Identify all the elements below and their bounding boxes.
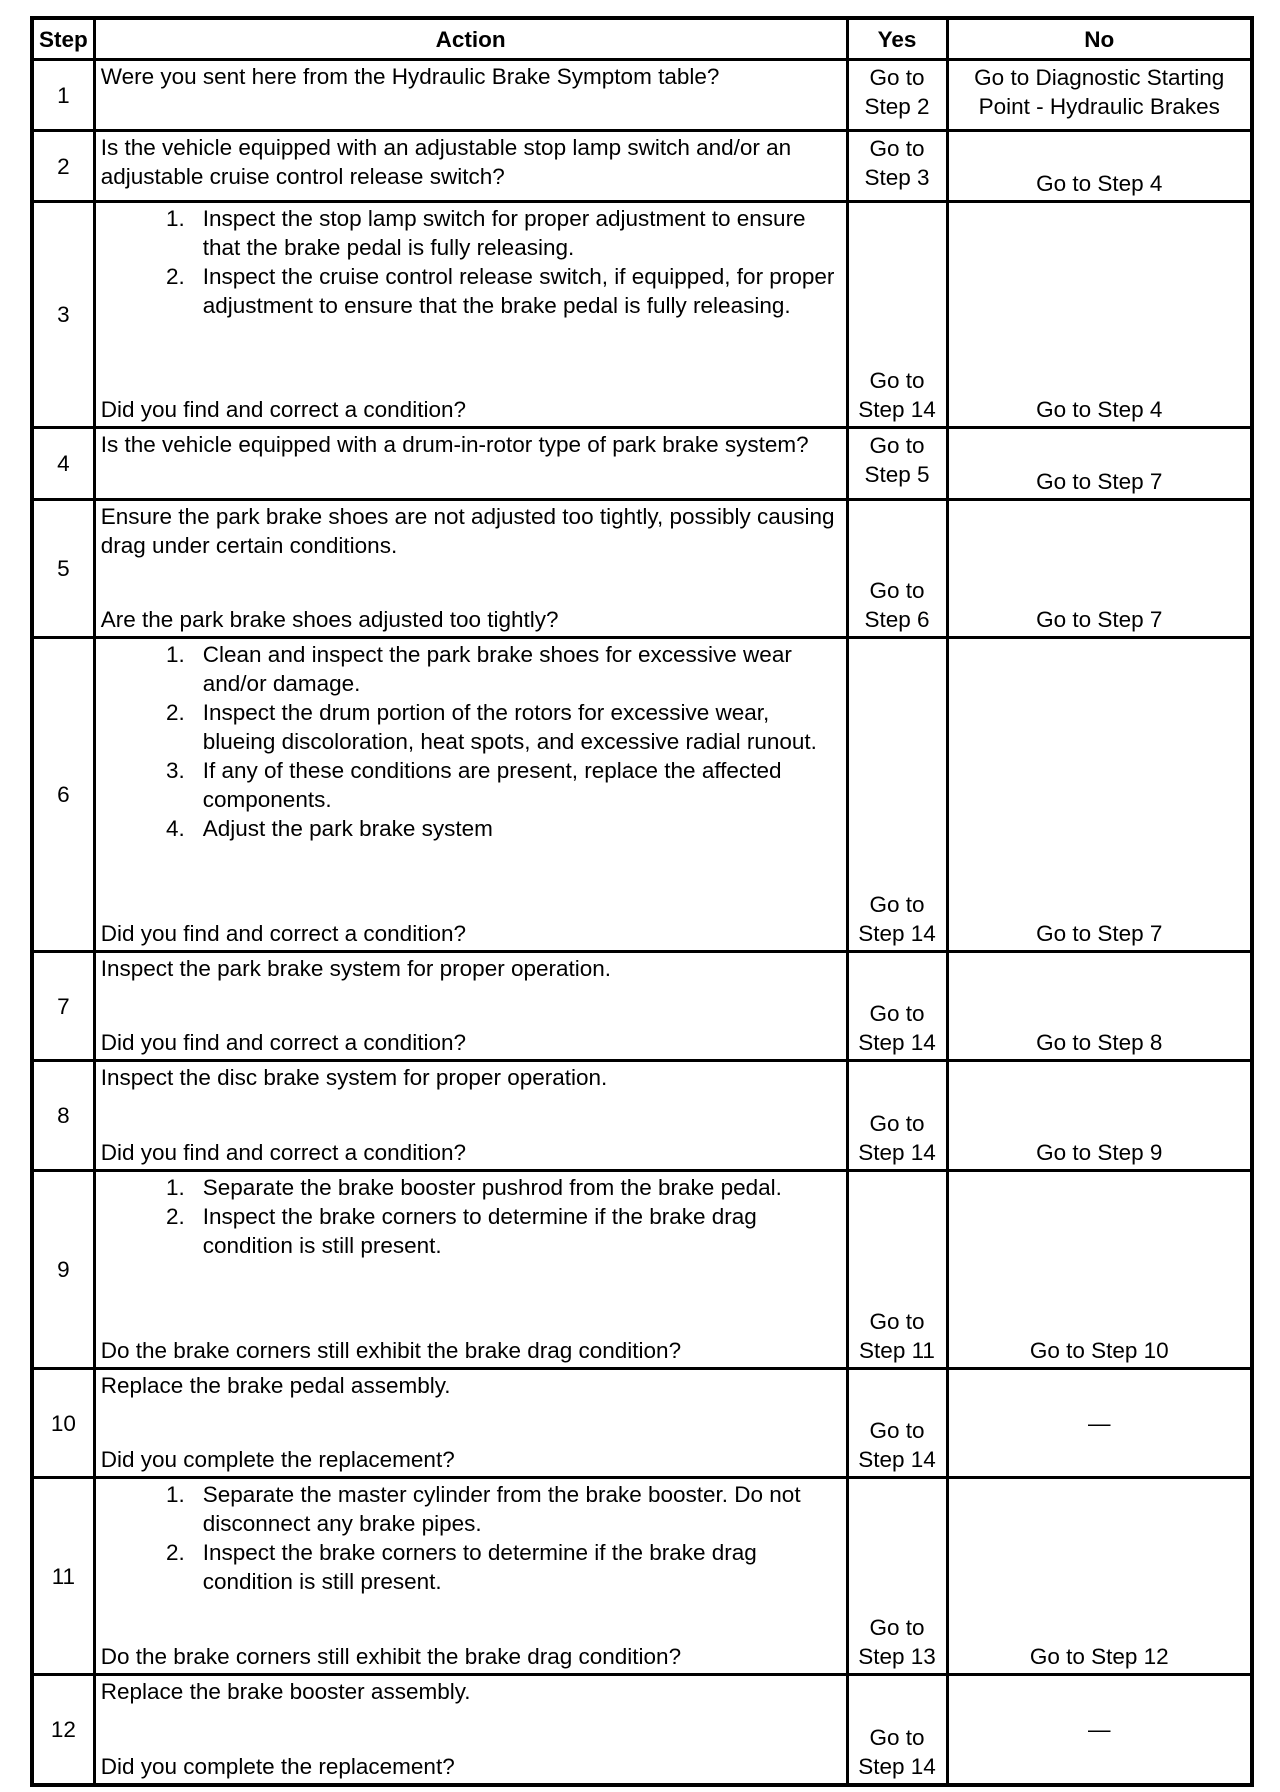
table-row <box>32 638 1252 952</box>
no-link: — <box>1088 1717 1111 1742</box>
step-number: 11 <box>32 1478 94 1675</box>
action-step-number: 1. <box>166 642 185 667</box>
action-step-item <box>101 640 841 698</box>
yes-link[interactable]: Go to Step 14 <box>858 892 936 946</box>
yes-link[interactable]: Go to Step 14 <box>858 1725 936 1779</box>
action-instruction: Replace the brake pedal assembly. <box>100 1373 451 1398</box>
action-question: Are the park brake shoes adjusted too tightly? <box>100 607 559 632</box>
action-step-text: Inspect the brake corners to determine if the brake drag condition is still present. <box>202 1540 757 1594</box>
step-number: 1 <box>32 60 94 131</box>
action-step-number: 3. <box>166 758 185 783</box>
action-step-text: Adjust the park brake system <box>202 816 493 841</box>
action-question: Did you find and correct a condition? <box>100 1140 466 1165</box>
header-action: Action <box>94 18 847 60</box>
action-cell <box>94 1675 847 1786</box>
action-step-text: Inspect the stop lamp switch for proper adjustment to ensure that the brake pedal is fully releasing. <box>202 206 806 260</box>
step-number: 2 <box>32 131 94 202</box>
action-steps-list <box>101 1480 841 1596</box>
no-cell <box>947 1478 1252 1675</box>
action-step-item <box>101 1480 841 1538</box>
no-link: — <box>1088 1410 1111 1436</box>
no-cell <box>947 131 1252 202</box>
action-steps-list <box>101 640 841 843</box>
no-link[interactable]: Go to Step 4 <box>1036 397 1163 422</box>
action-step-number: 1. <box>166 1482 185 1507</box>
table-row <box>32 1478 1252 1675</box>
action-cell <box>94 1171 847 1369</box>
step-number: 5 <box>32 500 94 638</box>
step-number: 8 <box>32 1061 94 1171</box>
header-no: No <box>947 18 1252 60</box>
action-cell <box>94 638 847 952</box>
no-cell <box>947 638 1252 952</box>
yes-link[interactable]: Go to Step 14 <box>858 1111 936 1165</box>
yes-link[interactable]: Go to Step 2 <box>864 65 930 119</box>
action-content <box>101 1677 841 1781</box>
no-cell <box>947 1369 1252 1478</box>
step-number: 12 <box>32 1675 94 1786</box>
table-row <box>32 1675 1252 1786</box>
action-step-item <box>101 1202 841 1260</box>
header-step: Step <box>32 18 94 60</box>
yes-cell <box>847 1675 947 1786</box>
action-step-item <box>101 698 841 756</box>
step-number: 6 <box>32 638 94 952</box>
action-question: Did you complete the replacement? <box>100 1754 455 1779</box>
action-cell <box>94 952 847 1061</box>
action-cell <box>94 1061 847 1171</box>
yes-cell <box>847 202 947 428</box>
action-instruction: Inspect the park brake system for proper operation. <box>100 956 612 981</box>
yes-link[interactable]: Go to Step 13 <box>858 1615 936 1669</box>
action-step-number: 4. <box>166 816 185 841</box>
no-link[interactable]: Go to Step 12 <box>1029 1644 1169 1669</box>
yes-link[interactable]: Go to Step 3 <box>864 136 930 190</box>
yes-cell <box>847 60 947 131</box>
action-content <box>101 954 841 1057</box>
yes-cell <box>847 428 947 500</box>
no-link[interactable]: Go to Step 4 <box>1036 171 1163 196</box>
action-question: Do the brake corners still exhibit the brake drag condition? <box>100 1338 682 1363</box>
diagnostic-table <box>30 16 1254 1787</box>
no-link[interactable]: Go to Step 10 <box>1029 1338 1169 1363</box>
no-link[interactable]: Go to Step 7 <box>1036 469 1163 494</box>
action-cell <box>94 131 847 202</box>
action-step-item <box>101 814 841 843</box>
action-step-text: If any of these conditions are present, replace the affected components. <box>202 758 782 812</box>
table-row <box>32 500 1252 638</box>
table-row <box>32 952 1252 1061</box>
action-step-number: 2. <box>166 1540 185 1565</box>
table-row <box>32 1369 1252 1478</box>
action-steps-list <box>101 1173 841 1260</box>
action-content <box>101 1063 841 1167</box>
action-content <box>101 430 841 496</box>
action-step-number: 2. <box>166 1204 185 1229</box>
action-question: Did you find and correct a condition? <box>100 921 466 946</box>
action-question: Do the brake corners still exhibit the brake drag condition? <box>100 1644 682 1669</box>
yes-cell <box>847 1369 947 1478</box>
table-row <box>32 1061 1252 1171</box>
action-content <box>101 1480 841 1671</box>
action-cell <box>94 1478 847 1675</box>
no-link[interactable]: Go to Step 7 <box>1036 607 1163 632</box>
header-yes: Yes <box>847 18 947 60</box>
action-question: Did you find and correct a condition? <box>100 1030 466 1055</box>
action-step-text: Inspect the brake corners to determine if the brake drag condition is still present. <box>202 1204 757 1258</box>
action-content <box>101 62 841 127</box>
table-row <box>32 131 1252 202</box>
action-question: Did you find and correct a condition? <box>100 397 466 422</box>
step-number: 7 <box>32 952 94 1061</box>
yes-cell <box>847 1478 947 1675</box>
step-number: 9 <box>32 1171 94 1369</box>
no-cell <box>947 60 1252 131</box>
yes-link[interactable]: Go to Step 6 <box>864 578 930 632</box>
action-step-text: Separate the master cylinder from the brake booster. Do not disconnect any brake pipes. <box>202 1482 801 1536</box>
action-cell <box>94 202 847 428</box>
action-step-text: Separate the brake booster pushrod from the brake pedal. <box>202 1175 782 1200</box>
no-link[interactable]: Go to Step 7 <box>1036 921 1163 946</box>
action-content <box>101 640 841 948</box>
action-step-item <box>101 756 841 814</box>
action-step-text: Clean and inspect the park brake shoes for excessive wear and/or damage. <box>202 642 792 696</box>
yes-cell <box>847 1171 947 1369</box>
no-link[interactable]: Go to Step 9 <box>1036 1140 1163 1165</box>
yes-cell <box>847 638 947 952</box>
step-number: 4 <box>32 428 94 500</box>
yes-cell <box>847 952 947 1061</box>
action-steps-list <box>101 204 841 320</box>
action-instruction: Is the vehicle equipped with an adjustable stop lamp switch and/or an adjustable cruise control release switch? <box>100 135 792 189</box>
yes-link[interactable]: Go to Step 11 <box>859 1309 935 1363</box>
action-step-item <box>101 204 841 262</box>
action-content <box>101 133 841 198</box>
action-cell <box>94 500 847 638</box>
action-instruction: Inspect the disc brake system for proper operation. <box>100 1065 608 1090</box>
action-step-number: 2. <box>166 700 185 725</box>
no-cell <box>947 1061 1252 1171</box>
step-number: 3 <box>32 202 94 428</box>
yes-link[interactable]: Go to Step 5 <box>864 433 930 487</box>
action-step-number: 1. <box>166 1175 185 1200</box>
table-row <box>32 428 1252 500</box>
yes-cell <box>847 500 947 638</box>
action-instruction: Is the vehicle equipped with a drum-in-rotor type of park brake system? <box>100 432 809 457</box>
header-row <box>32 18 1252 60</box>
yes-link[interactable]: Go to Step 14 <box>858 1418 936 1472</box>
action-step-item <box>101 262 841 320</box>
action-content <box>101 502 841 634</box>
no-cell <box>947 1675 1252 1786</box>
action-instruction: Ensure the park brake shoes are not adjusted too tightly, possibly causing drag under certain conditions. <box>100 504 835 558</box>
action-cell <box>94 428 847 500</box>
action-step-number: 2. <box>166 264 185 289</box>
no-link[interactable]: Go to Step 8 <box>1036 1030 1163 1055</box>
no-cell <box>947 1171 1252 1369</box>
action-step-text: Inspect the drum portion of the rotors for excessive wear, blueing discoloration, heat spots, and excessive radial runout. <box>202 700 817 754</box>
table-row <box>32 1171 1252 1369</box>
action-step-item <box>101 1173 841 1202</box>
action-step-text: Inspect the cruise control release switch, if equipped, for proper adjustment to ensure that the brake pedal is fully releasing. <box>202 264 835 318</box>
no-link[interactable]: Go to Diagnostic Starting Point - Hydraulic Brakes <box>974 65 1225 119</box>
action-step-number: 1. <box>166 206 185 231</box>
action-cell <box>94 60 847 131</box>
table-row <box>32 60 1252 131</box>
no-cell <box>947 202 1252 428</box>
action-step-item <box>101 1538 841 1596</box>
no-cell <box>947 952 1252 1061</box>
no-cell <box>947 500 1252 638</box>
action-cell <box>94 1369 847 1478</box>
no-cell <box>947 428 1252 500</box>
action-instruction: Were you sent here from the Hydraulic Brake Symptom table? <box>100 64 720 89</box>
yes-link[interactable]: Go to Step 14 <box>858 368 936 422</box>
table-row <box>32 202 1252 428</box>
yes-cell <box>847 1061 947 1171</box>
step-number: 10 <box>32 1369 94 1478</box>
action-content <box>101 1371 841 1474</box>
action-content <box>101 1173 841 1365</box>
yes-link[interactable]: Go to Step 14 <box>858 1001 936 1055</box>
action-content <box>101 204 841 424</box>
yes-cell <box>847 131 947 202</box>
action-question: Did you complete the replacement? <box>100 1447 455 1472</box>
action-instruction: Replace the brake booster assembly. <box>100 1679 471 1704</box>
